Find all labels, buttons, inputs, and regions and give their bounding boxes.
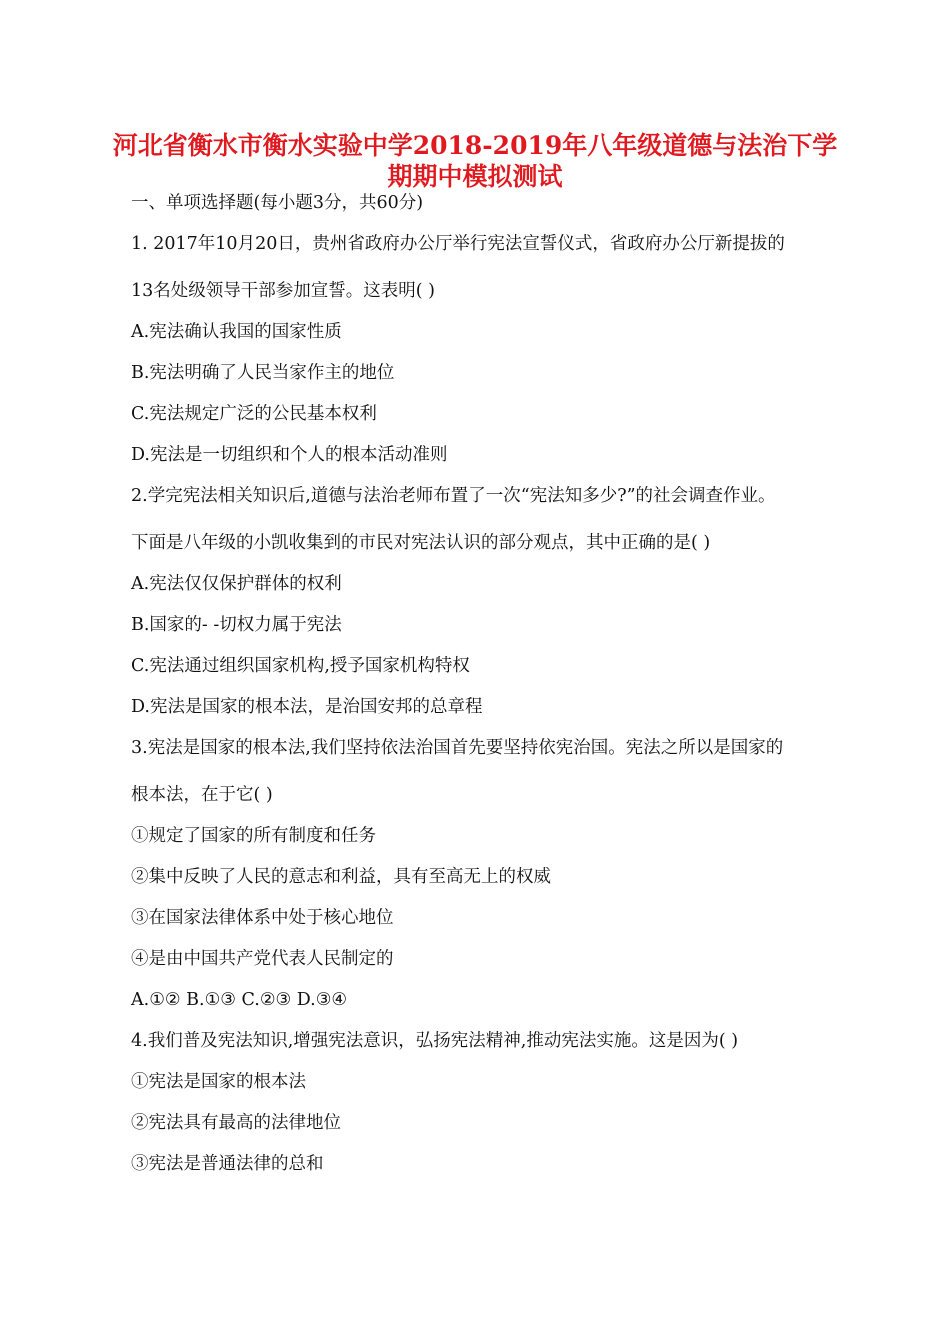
q3-statement-3: ③在国家法律体系中处于核心地位 (131, 908, 394, 928)
q4-statement-2: ②宪法具有最高的法律地位 (131, 1113, 341, 1133)
q2-stem-line-1: 2.学完宪法相关知识后,道德与法治老师布置了一次“宪法知多少?”的社会调查作业。 (131, 486, 776, 506)
q2-option-a: A.宪法仅仅保护群体的权利 (131, 574, 342, 594)
q2-option-b: B.国家的- -切权力属于宪法 (131, 615, 342, 635)
q4-stem-line-1: 4.我们普及宪法知识,增强宪法意识，弘扬宪法精神,推动宪法实施。这是因为( ) (131, 1031, 739, 1051)
q3-statement-1: ①规定了国家的所有制度和任务 (131, 826, 376, 846)
q3-statement-4: ④是由中国共产党代表人民制定的 (131, 949, 394, 969)
q3-statement-2: ②集中反映了人民的意志和利益，具有至高无上的权威 (131, 867, 551, 887)
document-title-line-2: 期期中模拟测试 (387, 162, 563, 191)
q2-option-c: C.宪法通过组织国家机构,授予国家机构特权 (131, 656, 470, 676)
q1-option-b: B.宪法明确了人民当家作主的地位 (131, 363, 395, 383)
q3-options: A.①② B.①③ C.②③ D.③④ (131, 990, 348, 1010)
q3-stem-line-2: 根本法，在于它( ) (131, 785, 273, 805)
q1-stem-line-2: 13名处级领导干部参加宣誓。这表明( ) (131, 281, 435, 301)
q4-statement-1: ①宪法是国家的根本法 (131, 1072, 306, 1092)
q3-stem-line-1: 3.宪法是国家的根本法,我们坚持依法治国首先要坚持依宪治国。宪法之所以是国家的 (131, 738, 784, 758)
document-title-line-1: 河北省衡水市衡水实验中学2018-2019年八年级道德与法治下学 (112, 131, 838, 160)
section-heading: 一、单项选择题(每小题3分，共60分) (131, 193, 424, 213)
q1-option-a: A.宪法确认我国的国家性质 (131, 322, 342, 342)
q2-stem-line-2: 下面是八年级的小凯收集到的市民对宪法认识的部分观点，其中正确的是( ) (131, 533, 711, 553)
q1-option-c: C.宪法规定广泛的公民基本权利 (131, 404, 377, 424)
q1-stem-line-1: 1. 2017年10月20日，贵州省政府办公厅举行宪法宣誓仪式，省政府办公厅新提拔的 (131, 234, 785, 254)
q2-option-d: D.宪法是国家的根本法，是治国安邦的总章程 (131, 697, 483, 717)
q4-statement-3: ③宪法是普通法律的总和 (131, 1154, 324, 1174)
q1-option-d: D.宪法是一切组织和个人的根本活动准则 (131, 445, 448, 465)
